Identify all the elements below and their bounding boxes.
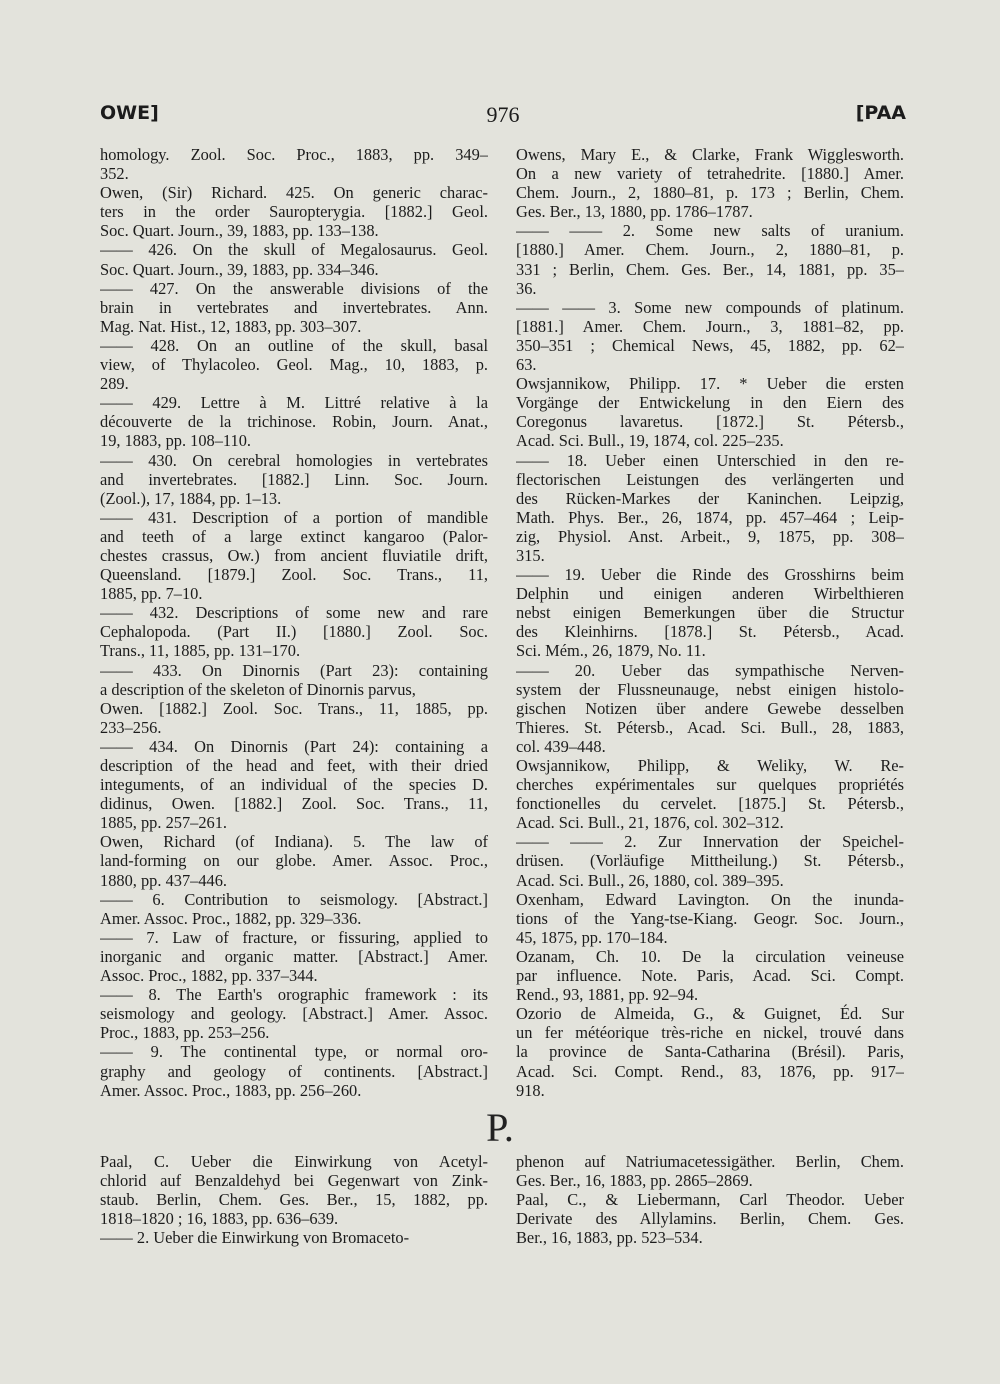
text-line: —— 19. Ueber die Rinde des Grosshirns beim xyxy=(516,565,904,585)
right-column xyxy=(516,145,904,1100)
text-line: des Kleinhirns. [1878.] St. Pétersb., Acad. xyxy=(516,622,904,642)
text-line: 63. xyxy=(516,355,537,375)
text-line: land-forming on our globe. Amer. Assoc. Proc., xyxy=(100,851,488,871)
text-line: Owen, Richard (of Indiana). 5. The law of xyxy=(100,832,488,852)
text-line: description of the head and feet, with their dried xyxy=(100,756,488,775)
text-line: —— 6. Contribution to seismology. [Abstract.] xyxy=(100,889,488,909)
text-line: gischen Notizen über andere Gewebe desselben xyxy=(516,698,904,718)
text-line: brain in vertebrates and invertebrates. Ann. xyxy=(100,297,488,317)
text-line: zig, Physiol. Anst. Arbeit., 9, 1875, pp. 308– xyxy=(516,526,904,546)
text-line: Ozorio de Almeida, G., & Guignet, Éd. Sur xyxy=(516,1004,904,1024)
text-line: Ges. Ber., 16, 1883, pp. 2865–2869. xyxy=(516,1171,753,1191)
text-line: ters in the order Sauropterygia. [1882.] Geol. xyxy=(100,202,488,222)
text-line: [1881.] Amer. Chem. Journ., 3, 1881–82, pp. xyxy=(516,316,904,336)
text-line: graphy and geology of continents. [Abstract.] xyxy=(100,1061,488,1081)
text-line: 45, 1875, pp. 170–184. xyxy=(516,927,668,947)
text-line: Oxenham, Edward Lavington. On the inunda- xyxy=(516,889,904,909)
text-line: —— 428. On an outline of the skull, basal xyxy=(100,335,488,355)
text-line: tions of the Yang-tse-Kiang. Geogr. Soc. Journ., xyxy=(516,908,904,928)
text-line: Acad. Sci. Bull., 26, 1880, col. 389–395. xyxy=(516,870,784,890)
text-line: —— 433. On Dinornis (Part 23): containing xyxy=(100,660,488,680)
text-line: 233–256. xyxy=(100,717,162,737)
text-line: 918. xyxy=(516,1080,545,1100)
text-line: —— 434. On Dinornis (Part 24): containing a xyxy=(100,736,488,756)
text-line: Delphin und einigen anderen Wirbelthieren xyxy=(516,584,904,604)
text-line: Soc. Quart. Journ., 39, 1883, pp. 334–346. xyxy=(100,259,379,279)
text-line: On a new variety of tetrahedrite. [1880.] Amer. xyxy=(516,164,904,184)
text-line: par influence. Note. Paris, Acad. Sci. Compt. xyxy=(516,966,904,986)
page-number: 976 xyxy=(486,102,520,127)
text-line: —— 7. Law of fracture, or fissuring, applied to xyxy=(100,927,488,947)
text-line: —— 20. Ueber das sympathische Nerven- xyxy=(516,660,904,680)
text-line: découverte de la trichinose. Robin, Journ. Anat., xyxy=(100,412,488,432)
text-line: Cephalopoda. (Part II.) [1880.] Zool. Soc. xyxy=(100,622,488,642)
text-line: 331 ; Berlin, Chem. Ges. Ber., 14, 1881, pp. 35– xyxy=(516,259,904,279)
text-line: 36. xyxy=(516,278,537,298)
header-left: OWE] xyxy=(100,102,159,124)
text-line: —— 432. Descriptions of some new and rare xyxy=(100,603,488,623)
section-letter: P. xyxy=(486,1105,514,1150)
text-line: —— 426. On the skull of Megalosaurus. Geol. xyxy=(100,240,488,260)
text-line: Owsjannikow, Philipp. 17. * Ueber die ersten xyxy=(516,374,904,394)
text-line: col. 439–448. xyxy=(516,736,606,756)
text-line: Sci. Mém., 26, 1879, No. 11. xyxy=(516,641,706,661)
text-line: Owsjannikow, Philipp, & Weliky, W. Re- xyxy=(516,756,904,775)
text-line: flectorischen Leistungen des verlängerten und xyxy=(516,469,904,489)
text-line: 19, 1883, pp. 108–110. xyxy=(100,431,252,451)
text-line: cherches expérimentales sur quelques propriétés xyxy=(516,775,904,795)
header-right: [PAA xyxy=(855,102,906,124)
text-line: Amer. Assoc. Proc., 1882, pp. 329–336. xyxy=(100,908,362,928)
text-line: Ozanam, Ch. 10. De la circulation veineuse xyxy=(516,946,904,966)
text-line: system der Flussneunauge, nebst einigen histolo- xyxy=(516,679,904,699)
text-line: Owen, (Sir) Richard. 425. On generic charac- xyxy=(100,183,488,203)
text-line: Acad. Sci. Bull., 21, 1876, col. 302–312. xyxy=(516,813,784,833)
text-line: 1885, pp. 257–261. xyxy=(100,813,228,833)
text-line: 1818–1820 ; 16, 1883, pp. 636–639. xyxy=(100,1209,339,1229)
text-line: Soc. Quart. Journ., 39, 1883, pp. 133–138. xyxy=(100,221,379,241)
text-line: Owens, Mary E., & Clarke, Frank Wigglesworth. xyxy=(516,145,904,164)
left-column xyxy=(100,145,488,1100)
text-line: a description of the skeleton of Dinornis parvus, xyxy=(100,679,416,699)
p-left-column xyxy=(100,1152,488,1247)
text-line: (Zool.), 17, 1884, pp. 1–13. xyxy=(100,488,282,508)
text-line: nebst einigen Bemerkungen über die Structur xyxy=(516,603,904,623)
text-line: Coregonus lavaretus. [1872.] St. Pétersb., xyxy=(516,412,904,432)
text-line: —— —— 2. Some new salts of uranium. xyxy=(516,221,904,241)
text-line: and teeth of a large extinct kangaroo (Palor- xyxy=(100,526,488,546)
text-line: drüsen. (Vorläufige Mittheilung.) St. Pétersb., xyxy=(516,851,904,871)
text-line: —— 430. On cerebral homologies in vertebrates xyxy=(100,450,488,470)
text-line: staub. Berlin, Chem. Ges. Ber., 15, 1882, pp. xyxy=(100,1190,488,1210)
text-line: Paal, C., & Liebermann, Carl Theodor. Ueber xyxy=(516,1190,904,1210)
text-line: Ber., 16, 1883, pp. 523–534. xyxy=(516,1228,703,1248)
text-line: —— 427. On the answerable divisions of the xyxy=(100,278,488,298)
text-line: Paal, C. Ueber die Einwirkung von Acetyl- xyxy=(100,1152,488,1171)
text-line: —— —— 3. Some new compounds of platinum. xyxy=(516,297,904,317)
text-line: homology. Zool. Soc. Proc., 1883, pp. 349– xyxy=(100,145,488,164)
text-line: 1880, pp. 437–446. xyxy=(100,870,228,890)
text-line: Vorgänge der Entwickelung in den Eiern des xyxy=(516,393,904,413)
text-line: Owen. [1882.] Zool. Soc. Trans., 11, 1885, pp. xyxy=(100,698,488,718)
text-line: Derivate des Allylamins. Berlin, Chem. Ges. xyxy=(516,1209,904,1229)
text-line: 352. xyxy=(100,164,129,184)
text-line: Proc., 1883, pp. 253–256. xyxy=(100,1023,270,1043)
text-line: —— 9. The continental type, or normal oro- xyxy=(100,1042,488,1062)
text-line: Acad. Sci. Compt. Rend., 83, 1876, pp. 917– xyxy=(516,1061,904,1081)
text-line: —— 8. The Earth's orographic framework : its xyxy=(100,985,488,1005)
running-header xyxy=(100,102,906,132)
text-line: —— 18. Ueber einen Unterschied in den re- xyxy=(516,450,904,470)
text-line: didinus, Owen. [1882.] Zool. Soc. Trans., 11, xyxy=(100,794,488,814)
text-line: des Rücken-Markes der Kaninchen. Leipzig, xyxy=(516,488,904,508)
text-line: inorganic and organic matter. [Abstract.] Amer. xyxy=(100,946,488,966)
text-line: [1880.] Amer. Chem. Journ., 2, 1880–81, p. xyxy=(516,240,904,260)
text-line: un fer météorique très-riche en nickel, trouvé dans xyxy=(516,1023,904,1043)
text-line: 350–351 ; Chemical News, 45, 1882, pp. 62– xyxy=(516,335,904,355)
text-line: 289. xyxy=(100,374,129,394)
text-line: Thieres. St. Pétersb., Acad. Sci. Bull., 28, 1883, xyxy=(516,717,904,737)
text-line: phenon auf Natriumacetessigäther. Berlin, Chem. xyxy=(516,1152,904,1171)
text-line: view, of Thylacoleo. Geol. Mag., 10, 1883, p. xyxy=(100,355,488,375)
text-line: Rend., 93, 1881, pp. 92–94. xyxy=(516,985,699,1005)
text-line: fonctionelles du cervelet. [1875.] St. Pétersb., xyxy=(516,794,904,814)
text-line: and invertebrates. [1882.] Linn. Soc. Journ. xyxy=(100,469,488,489)
text-line: seismology and geology. [Abstract.] Amer. Assoc. xyxy=(100,1004,488,1024)
text-line: —— —— 2. Zur Innervation der Speichel- xyxy=(516,832,904,852)
text-line: Ges. Ber., 13, 1880, pp. 1786–1787. xyxy=(516,202,753,222)
text-line: Assoc. Proc., 1882, pp. 337–344. xyxy=(100,966,318,986)
text-line: 315. xyxy=(516,545,545,565)
text-line: la province de Santa-Catharina (Brésil). Paris, xyxy=(516,1042,904,1062)
text-line: integuments, of an individual of the species D. xyxy=(100,775,488,795)
text-line: Acad. Sci. Bull., 19, 1874, col. 225–235. xyxy=(516,431,784,451)
text-line: 1885, pp. 7–10. xyxy=(100,584,203,604)
text-line: Queensland. [1879.] Zool. Soc. Trans., 11, xyxy=(100,565,488,585)
text-line: Amer. Assoc. Proc., 1883, pp. 256–260. xyxy=(100,1080,362,1100)
text-line: chlorid auf Benzaldehyd bei Gegenwart von Zink- xyxy=(100,1171,488,1191)
p-right-column xyxy=(516,1152,904,1247)
text-line: chestes crassus, Ow.) from ancient fluviatile drift, xyxy=(100,545,488,565)
text-line: Math. Phys. Ber., 26, 1874, pp. 457–464 ; Leip- xyxy=(516,507,904,527)
text-line: —— 2. Ueber die Einwirkung von Bromaceto- xyxy=(100,1228,410,1248)
text-line: Trans., 11, 1885, pp. 131–170. xyxy=(100,641,301,661)
text-line: —— 431. Description of a portion of mandible xyxy=(100,507,488,527)
text-line: Mag. Nat. Hist., 12, 1883, pp. 303–307. xyxy=(100,316,362,336)
text-line: —— 429. Lettre à M. Littré relative à la xyxy=(100,393,488,413)
text-line: Chem. Journ., 2, 1880–81, p. 173 ; Berlin, Chem. xyxy=(516,183,904,203)
